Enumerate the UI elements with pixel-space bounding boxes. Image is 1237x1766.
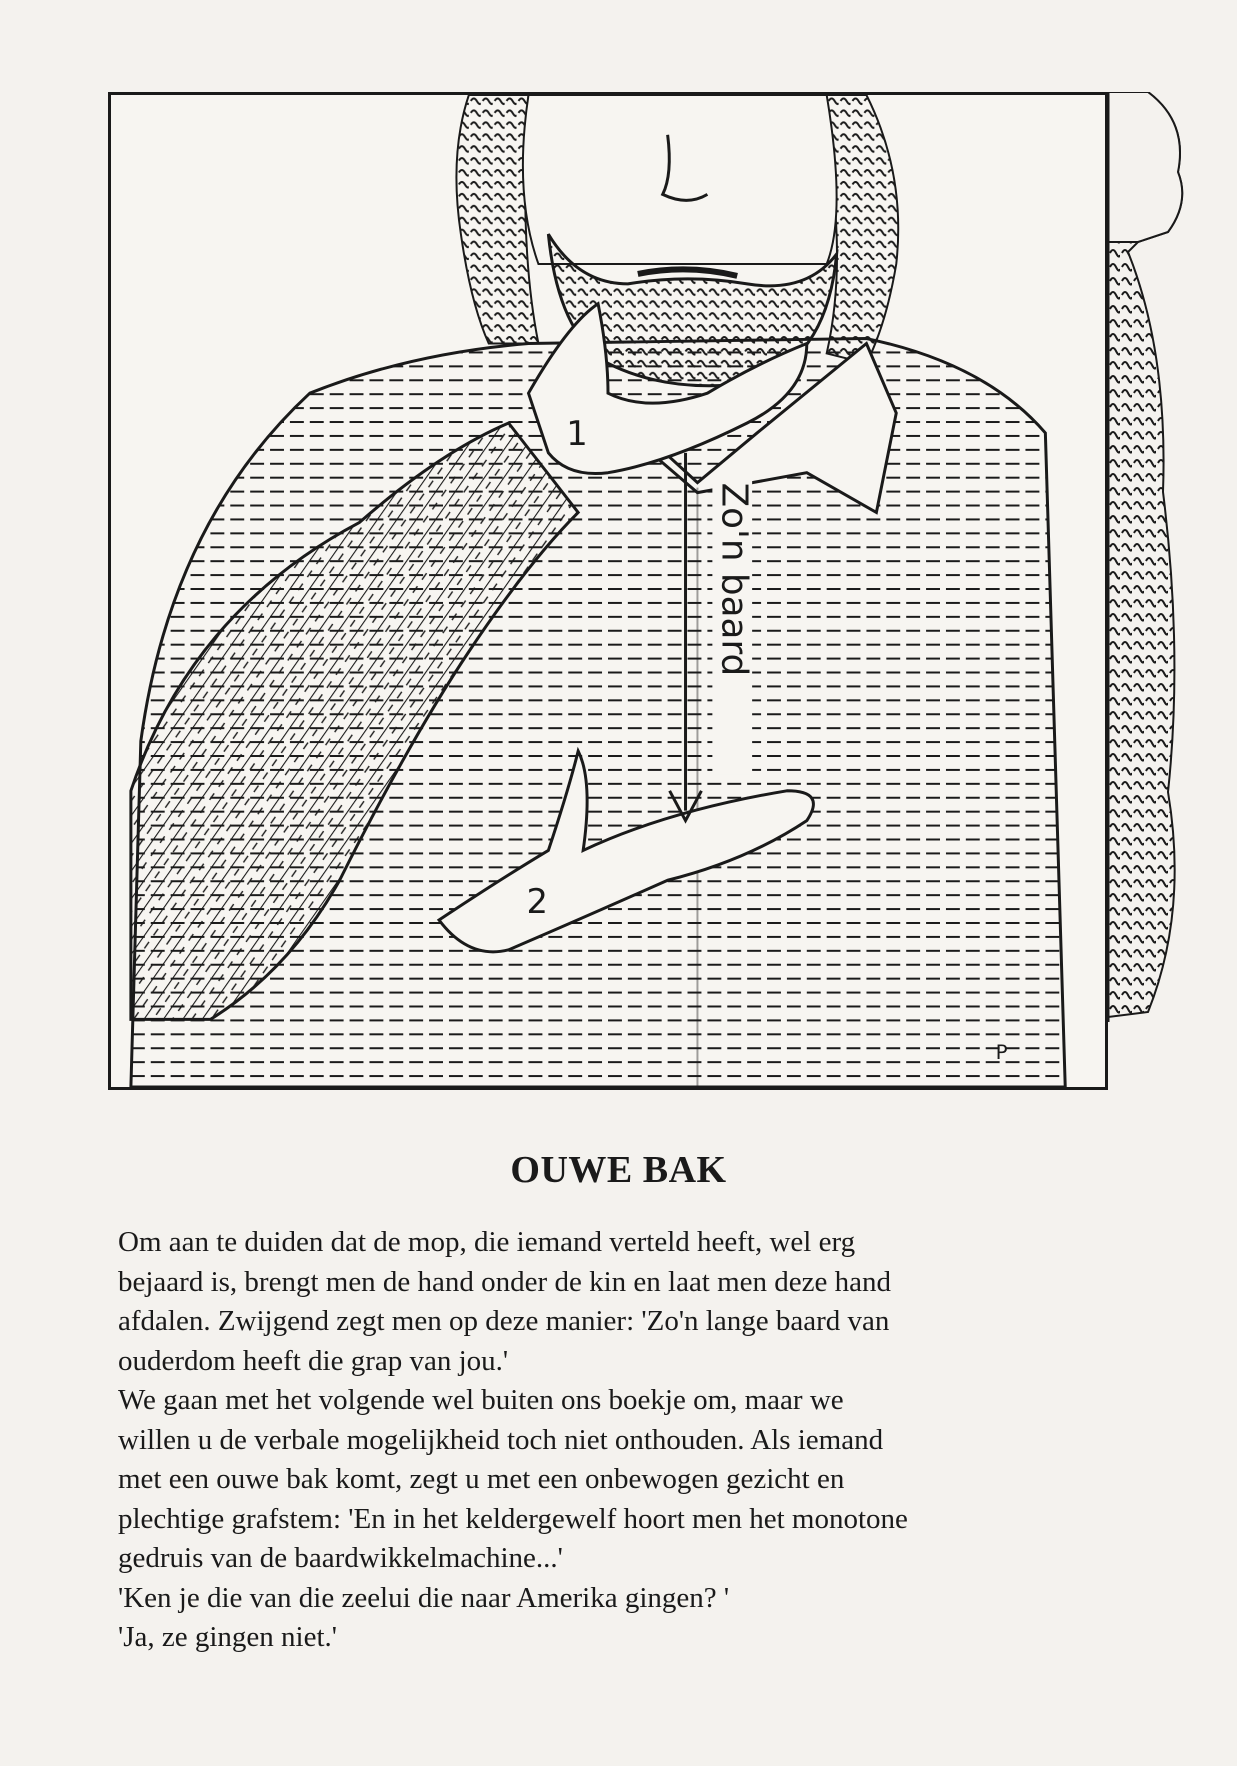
body-line: Om aan te duiden dat de mop, die iemand verteld heeft, wel erg	[118, 1226, 856, 1258]
body-line: ouderdom heeft die grap van jou.'	[118, 1344, 509, 1377]
body-line: gedruis van de baardwikkelmachine...'	[118, 1542, 563, 1574]
body-line: afdalen. Zwijgend zegt men op deze manier: 'Zo'n lange baard van	[118, 1305, 890, 1337]
body-line: met een ouwe bak komt, zegt u met een onbewogen gezicht en	[118, 1463, 845, 1495]
body-line: 'Ja, ze gingen niet.'	[118, 1621, 338, 1653]
marker-one: 1	[566, 413, 588, 453]
illustration-frame	[108, 92, 1108, 1090]
page-title: OUWE BAK	[510, 1149, 727, 1191]
long-beard-illustration	[1108, 92, 1198, 1022]
body-line: We gaan met het volgende wel buiten ons boekje om, maar we	[118, 1384, 844, 1416]
arrow-label: Zo'n baard	[713, 482, 755, 677]
body-line: 'Ken je die van die zeelui die naar Amerika gingen? '	[118, 1581, 730, 1614]
marker-two: 2	[526, 882, 548, 922]
body-line: bejaard is, brengt men de hand onder de kin en laat men deze hand	[118, 1265, 892, 1298]
bearded-man-drawing	[111, 95, 1105, 1087]
body-line: plechtige grafstem: 'En in het keldergewelf hoort men het monotone	[118, 1502, 908, 1535]
artist-signature: P	[995, 1041, 1008, 1065]
body-line: willen u de verbale mogelijkheid toch niet onthouden. Als iemand	[118, 1423, 884, 1456]
body-text	[118, 1223, 1138, 1658]
